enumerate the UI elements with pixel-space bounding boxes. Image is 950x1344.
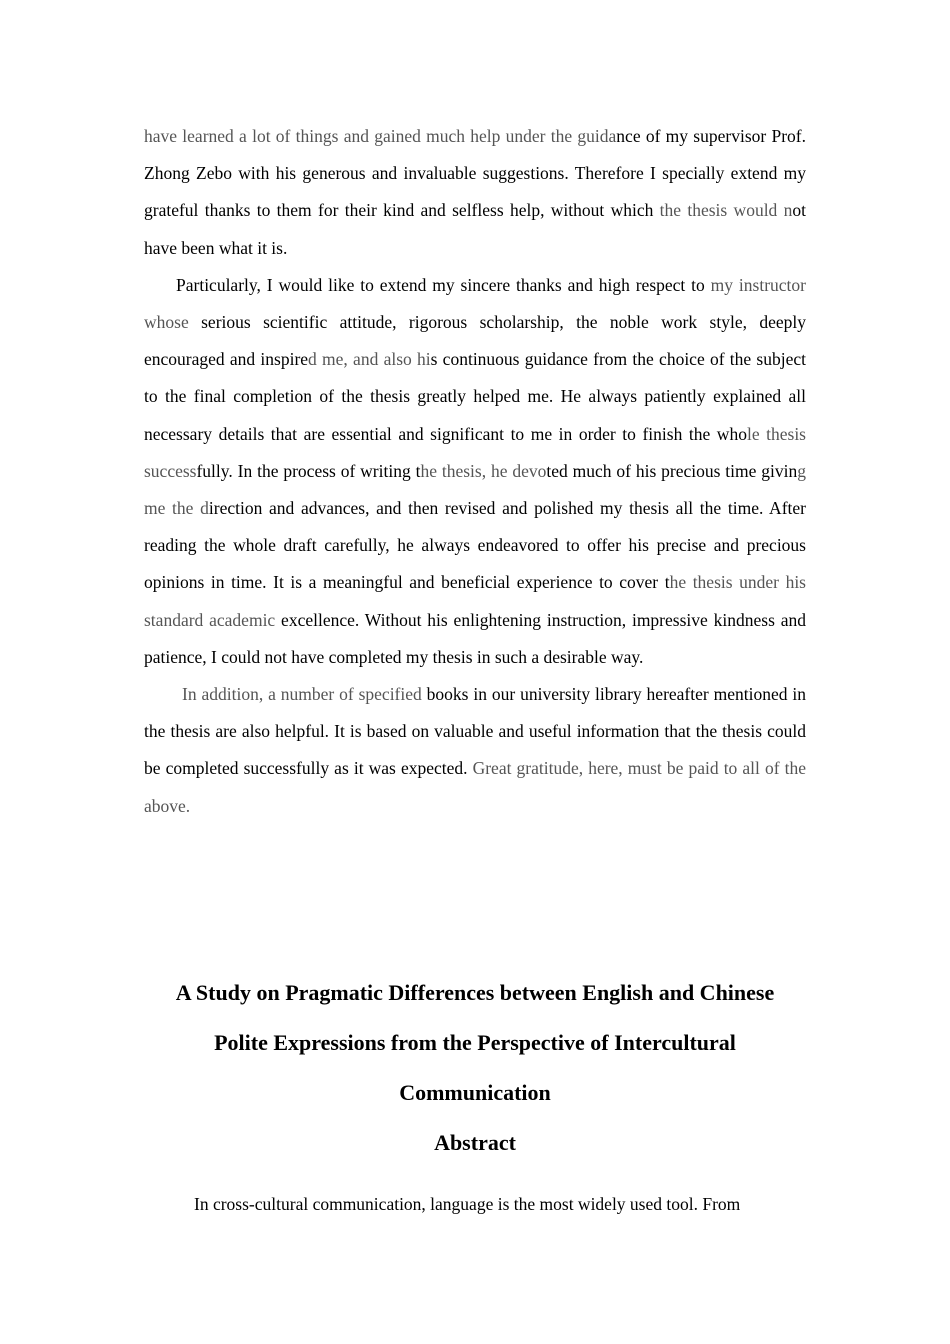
text-run: nce of my supervisor Prof. Zhong Zebo with his generous and invaluable suggestions. Therefore I specially extend my grateful thanks to them for their kind and selfless help, without which xyxy=(144,126,806,221)
text-run: d me, and also hi xyxy=(308,349,431,370)
abstract-heading: Abstract xyxy=(434,1130,516,1155)
text-run: g me the d xyxy=(144,460,806,519)
text-run: le thesis success xyxy=(144,423,806,481)
text-run: In addition, a number of specified xyxy=(182,684,427,705)
text-run: s continuous guidance from the choice of the subject to the final completion of the thesis greatly helped me. He always patiently explained all necessary details that are essential and significant to me in order to finish the who xyxy=(144,349,806,444)
text-run: have learned a lot of things and gained much help under the guida xyxy=(144,126,617,146)
acknowledgement-paragraph-3 xyxy=(144,676,806,825)
acknowledgement-body xyxy=(144,118,806,825)
thesis-title-line-2: Polite Expressions from the Perspective of Intercultural xyxy=(214,1030,736,1055)
abstract-first-line: In cross-cultural communication, language is the most widely used tool. From xyxy=(194,1194,741,1214)
acknowledgement-paragraph-2 xyxy=(144,267,806,676)
text-run: serious scientific attitude, rigorous scholarship, the noble work style, deeply encouraged and inspire xyxy=(144,312,807,370)
text-run: my instructor whose xyxy=(144,274,806,333)
text-run: Particularly, I would like to extend my sincere thanks and high respect to xyxy=(176,274,711,295)
text-run: the thesis would n xyxy=(659,200,793,221)
text-run: fully. In the process of writing t xyxy=(196,460,421,481)
text-run: Great gratitude, here, must be paid to all of the above. xyxy=(144,758,806,816)
text-run: he thesis under his standard academic xyxy=(144,572,806,630)
thesis-title-line-3: Communication xyxy=(399,1080,551,1105)
text-run: books in our university library hereafter mentioned in the thesis are also helpful. It is based on valuable and useful information that the thesis could be completed successfully as it was expected. xyxy=(144,684,806,779)
acknowledgement-paragraph-1 xyxy=(144,118,806,267)
thesis-title-line-1: A Study on Pragmatic Differences between English and Chinese xyxy=(175,980,775,1005)
text-run: ot have been what it is. xyxy=(144,200,806,258)
text-run: he thesis, he devo xyxy=(420,460,547,481)
text-run: irection and advances, and then revised and polished my thesis all the time. After reading the whole draft carefully, he always endeavored to offer his precise and precious opinions in time. It is a meaningful and beneficial experience to cover t xyxy=(144,498,806,593)
text-run: ted much of his precious time givin xyxy=(546,460,798,481)
text-run: excellence. Without his enlightening instruction, impressive kindness and patience, I could not have completed my thesis in such a desirable way. xyxy=(144,609,806,667)
